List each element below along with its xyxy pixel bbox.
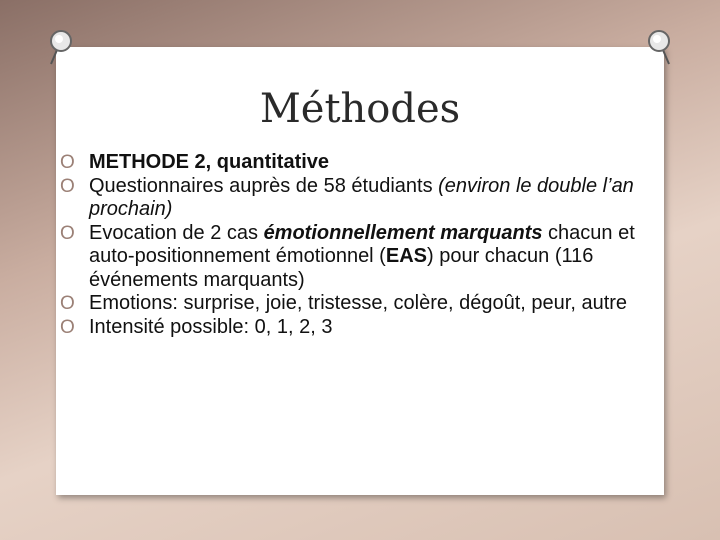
pushpin-icon: [48, 28, 74, 68]
bullet-text: ) pour chacun (116 événements marquants): [89, 245, 594, 291]
bullet-text: (environ le double l’an prochain): [89, 174, 634, 220]
bullet-item: [60, 222, 660, 293]
bullet-marker: O: [60, 222, 75, 244]
bullet-marker: O: [60, 316, 75, 338]
bullet-text: METHODE 2, quantitative: [89, 151, 330, 173]
bullet-text: Intensité possible: 0, 1, 2, 3: [89, 315, 333, 338]
bullet-text: EAS: [385, 245, 427, 267]
bullet-text: Questionnaires auprès de 58 étudiants: [89, 174, 439, 197]
bullet-text: chacun et auto-positionnement émotionnel (: [89, 221, 635, 267]
bullet-marker: O: [60, 175, 75, 197]
bullet-item: [60, 292, 660, 316]
bullet-item: [60, 316, 660, 340]
bullet-text: émotionnellement marquants: [263, 221, 543, 244]
bullet-item: [60, 151, 660, 175]
bullet-text: Evocation de 2 cas: [89, 221, 264, 244]
bullet-marker: O: [60, 152, 75, 173]
bullet-item: [60, 175, 660, 222]
bullet-marker: O: [60, 293, 75, 314]
slide-title: Méthodes: [259, 86, 461, 132]
bullet-list: [60, 151, 660, 339]
bullet-text: Emotions: surprise, joie, tristesse, colère, dégoût, peur, autre: [89, 292, 628, 314]
pushpin-icon: [646, 28, 672, 68]
